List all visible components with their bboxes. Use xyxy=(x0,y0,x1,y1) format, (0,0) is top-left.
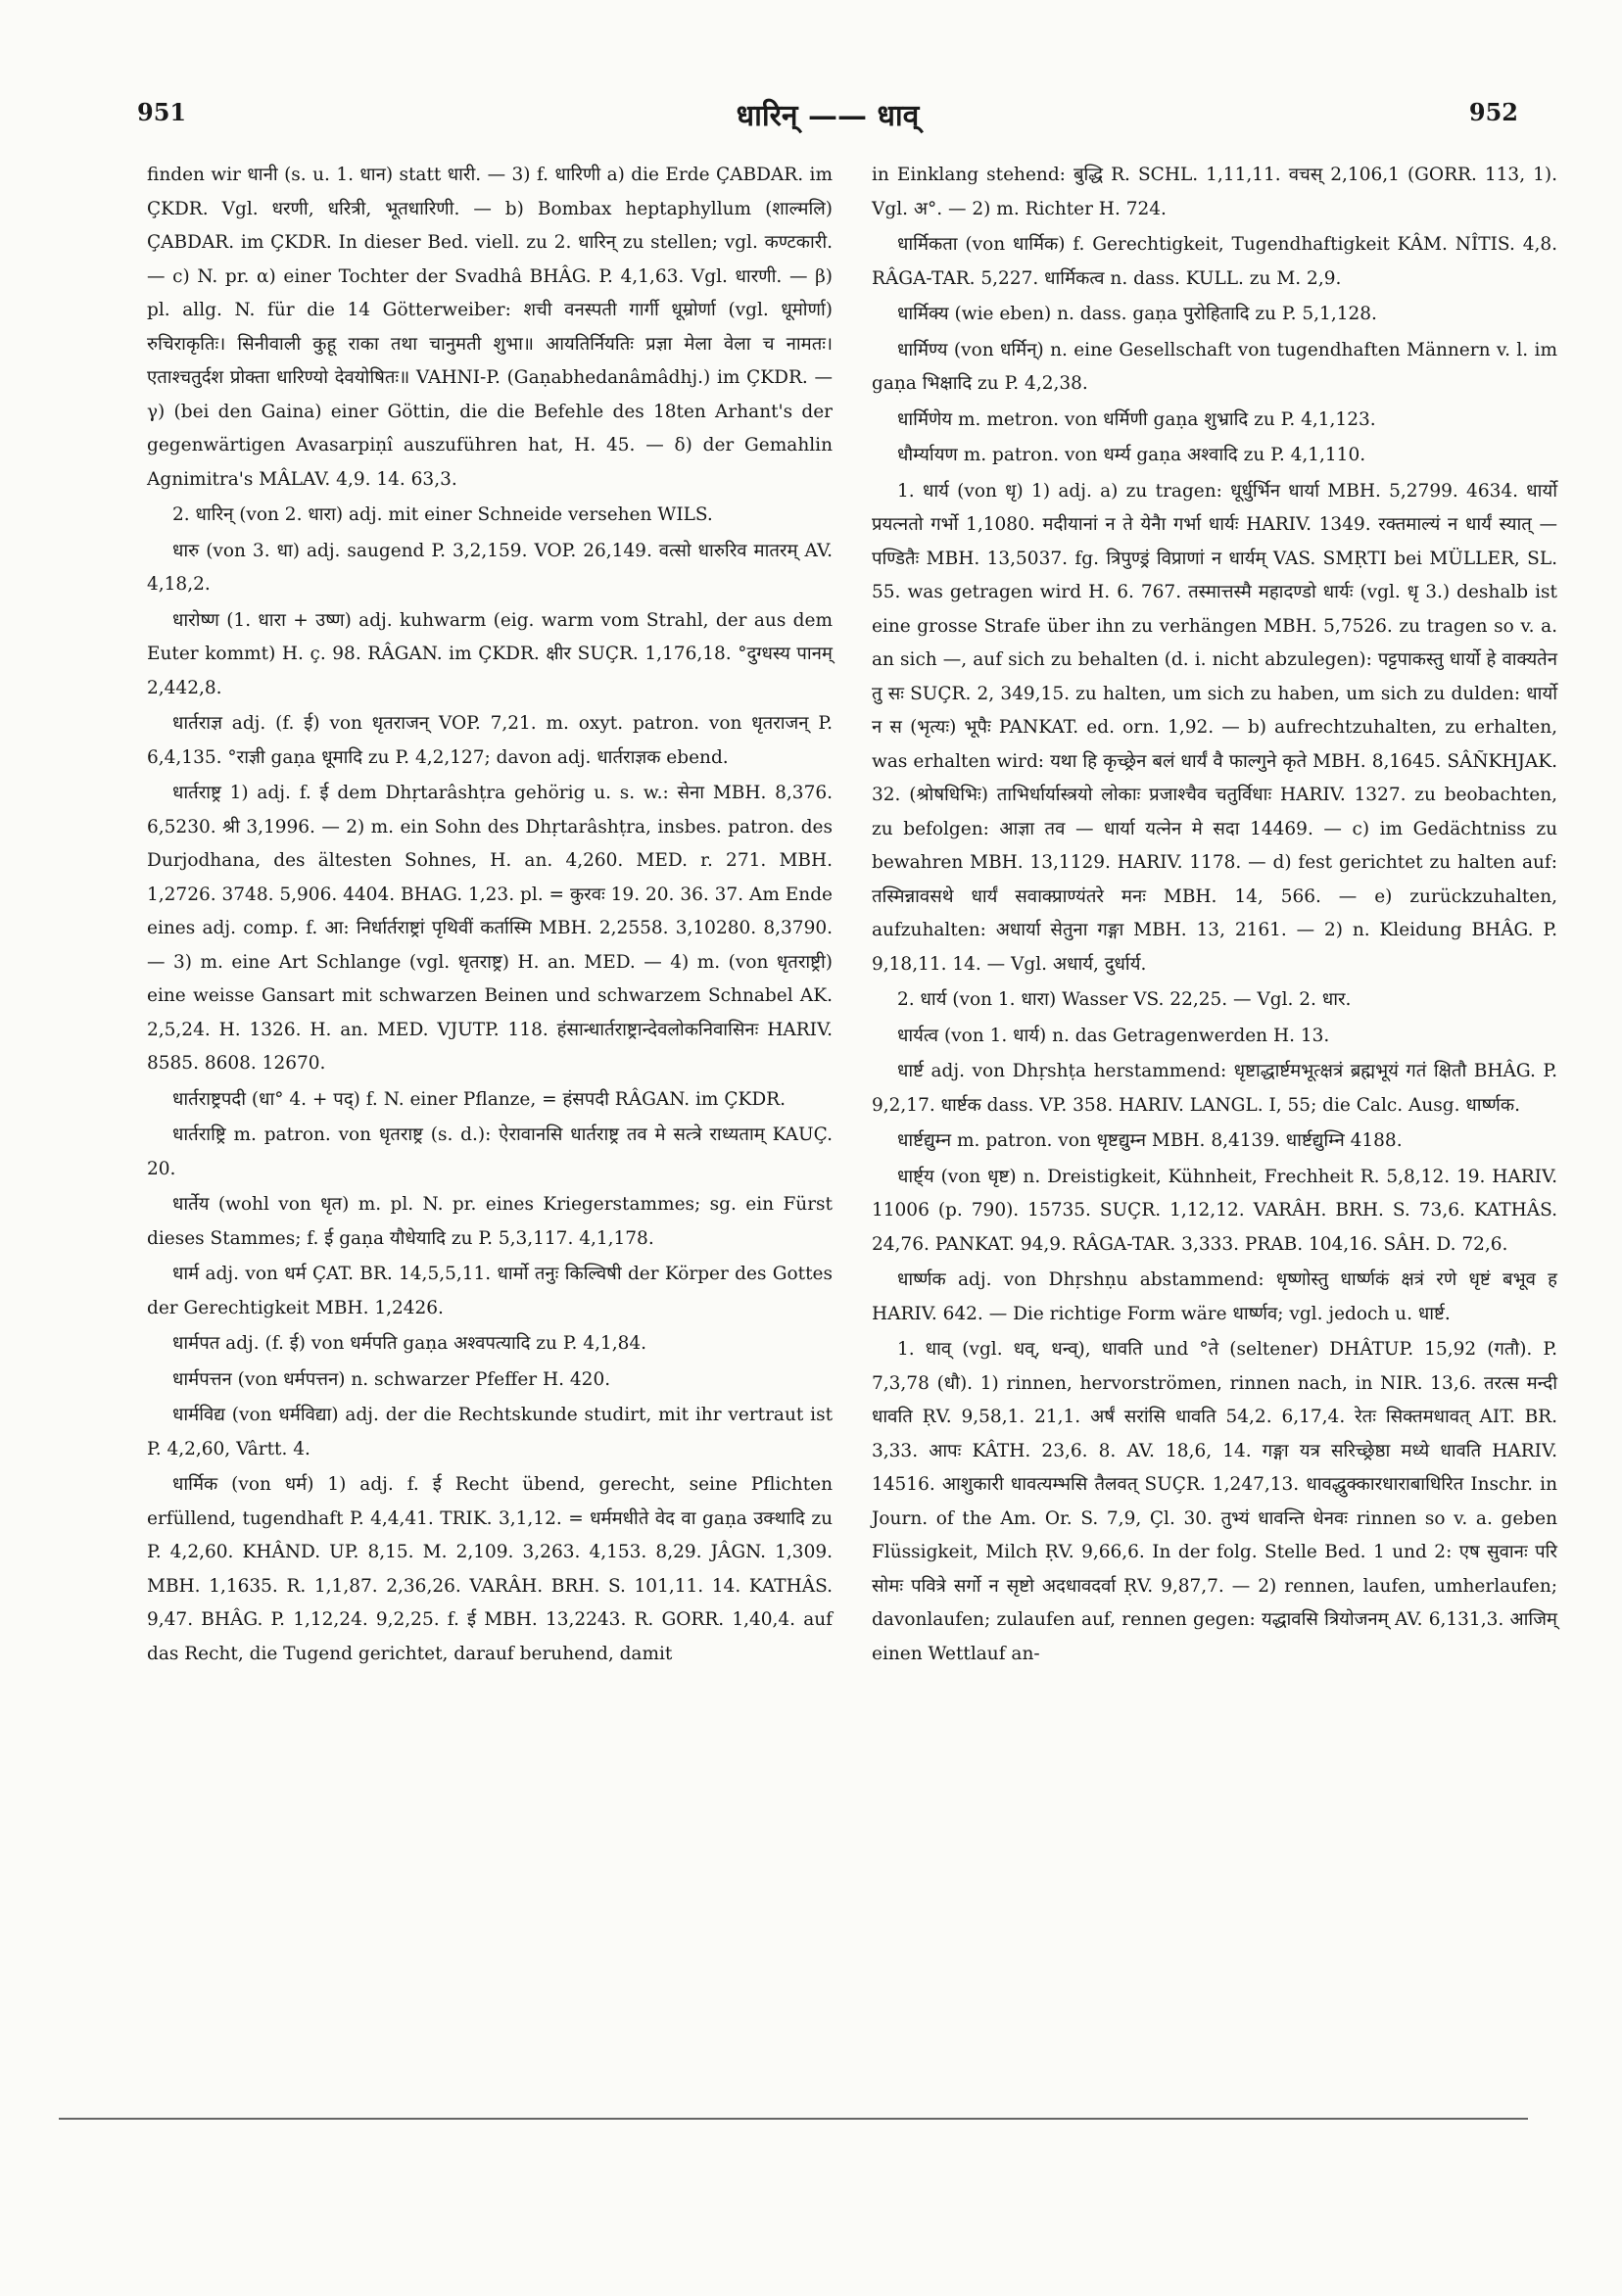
dictionary-entry: धार्मिणेय m. metron. von धर्मिणी gaṇa शुभ्रादि zu P. 4,1,123. xyxy=(897,408,1376,430)
dictionary-entry: धारु (von 3. धा) adj. saugend P. 3,2,159. VOP. 26,149. वत्सो धारुरिव मातरम् AV. 4,18,2. xyxy=(147,540,833,595)
dictionary-entry: धारोष्ण (1. धारा + उष्ण) adj. kuhwarm (eig. warm vom Strahl, der aus dem Euter kommt) H. ç. 98. RÂGAN. im ÇKDR. क्षीर SUÇR. 1,176,18. °दुग्धस्य पानम् 2,442,8. xyxy=(147,609,833,698)
dictionary-entry: धार्मपत्तन (von धर्मपत्तन) n. schwarzer Pfeffer H. 420. xyxy=(172,1368,611,1390)
dictionary-entry: धार्मिण्य (von धर्मिन्) n. eine Gesellschaft von tugendhaften Männern v. l. im gaṇa भिक्षादि zu P. 4,2,38. xyxy=(872,339,1557,394)
page-header xyxy=(137,98,1518,137)
dictionary-entry: धार्तराष्ट्रपदी (धा° 4. + पद्) f. N. einer Pflanze, = हंसपदी RÂGAN. im ÇKDR. xyxy=(172,1088,786,1110)
dictionary-entry: धार्मपत adj. (f. ई) von धर्मपति gaṇa अश्वपत्यादि zu P. 4,1,84. xyxy=(172,1333,647,1354)
dictionary-entry: धार्ष्ट adj. von Dhṛshṭa herstammend: धृष्टाद्धार्ष्टमभूत्क्षत्रं ब्रह्मभूयं गतं क्षितौ BHÂG. P. 9,2,17. धार्ष्टक dass. VP. 358. HARIV. LANGL. I, 55; die Calc. Ausg. धार्ष्णक. xyxy=(872,1061,1557,1116)
dictionary-entry: धार्मिकता (von धार्मिक) f. Gerechtigkeit, Tugendhaftigkeit KÂM. NÎTIS. 4,8. RÂGA-TAR. 5,227. धार्मिकत्व n. dass. KULL. zu M. 2,9. xyxy=(872,234,1557,289)
dictionary-entry: धार्तराष्ट्रि m. patron. von धृतराष्ट्र (s. d.): ऐरावानसि धार्तराष्ट्र तव मे सत्त्रे राध्यताम् KAUÇ. 20. xyxy=(147,1124,833,1179)
dictionary-entry: धार्यत्व (von 1. धार्य) n. das Getragenwerden H. 13. xyxy=(897,1025,1330,1046)
dictionary-entry: 2. धारिन् (von 2. धारा) adj. mit einer Schneide versehen WILS. xyxy=(172,504,713,525)
dictionary-entry: धार्मिक्य (wie eben) n. dass. gaṇa पुरोहितादि zu P. 5,1,128. xyxy=(897,304,1377,324)
dictionary-entry: धार्तराज्ञ adj. (f. ई) von धृतराजन् VOP. 7,21. m. oxyt. patron. von धृतराजन् P. 6,4,135. °राज्ञी gaṇa धूमादि zu P. 4,2,127; davon adj. धार्तराज्ञक ebend. xyxy=(147,713,833,768)
left-column xyxy=(147,159,833,1673)
dictionary-entry: 1. धाव् (vgl. धव्, धन्व्), धावति und °ते (seltener) DHÂTUP. 15,92 (गतौ). P. 7,3,78 (धौ). 1) rinnen, hervorströmen, rinnen nach, in NIR. 13,6. तरत्स मन्दी धावति ṚV. 9,58,1. 21,1. अर्षं सरांसि धावति 54,2. 6,17,4. रेतः सिक्तमधावत् AIT. BR. 3,33. आपः KÂTH. 23,6. 8. AV. 18,6, 14. गङ्गा यत्र सरिच्छ्रेष्ठा मध्ये धावति HARIV. 14516. आशुकारी धावत्यम्भसि तैलवत् SUÇR. 1,247,13. धावद्धुक्कारधाराबाधिरित Inschr. in Journ. of the Am. Or. S. 7,9, Çl. 30. तुभ्यं धावन्ति धेनवः rinnen so v. a. geben Flüssigkeit, Milch ṚV. 9,66,6. In der folg. Stelle Bed. 1 und 2: एष सुवानः परि सोमः पवित्रे सर्गो न सृष्टो अदधावदर्वा ṚV. 9,87,7. — 2) rennen, laufen, umherlaufen; davonlaufen; zulaufen auf, rennen gegen: यद्धावसि त्रियोजनम् AV. 6,131,3. आजिम् einen Wettlauf an- xyxy=(872,1339,1557,1664)
dictionary-entry: 1. धार्य (von धृ) 1) adj. a) zu tragen: धूर्धुर्भिन धार्या MBH. 5,2799. 4634. धार्यो प्रयत्नतो गर्भो 1,1080. मदीयानां न ते येनैा गर्भा धार्यः HARIV. 1349. रक्तमाल्यं न धार्यं स्यात् — पण्डितैः MBH. 13,5037. fg. त्रिपुण्ड्रं विप्राणां न धार्यम् VAS. SMṚTI bei MÜLLER, SL. 55. was getragen wird H. 6. 767. तस्मात्तस्मै महादण्डो धार्यः (vgl. धृ 3.) deshalb ist eine grosse Strafe über ihn zu verhängen MBH. 5,7526. zu tragen so v. a. an sich —, auf sich zu behalten (d. i. nicht abzulegen): पट्टपाकस्तु धार्यो हे वाक्यतेन तु सः SUÇR. 2, 349,15. zu halten, um sich zu haben, um sich zu dulden: धार्यो न स (भृत्यः) भूपैः PANKAT. ed. orn. 1,92. — b) aufrechtzuhalten, zu erhalten, was erhalten wird: यथा हि कृच्छ्रेन बलं धार्यं वै फाल्गुने कृते MBH. 8,1645. SÂÑKHJAK. 32. (श्रोषधिभिः) ताभिर्धार्यास्त्रयो लोकाः प्रजाश्चैव चतुर्विधाः HARIV. 1327. zu beobachten, zu befolgen: आज्ञा तव — धार्या यत्नेन मे सदा 14469. — c) im Gedächtniss zu bewahren MBH. 13,1129. HARIV. 1178. — d) fest gerichtet zu halten auf: तस्मिन्नावसथे धार्यं सवाक्प्राण्यंतरे मनः MBH. 14, 566. — e) zurückzuhalten, aufzuhalten: अधार्या सेतुना गङ्गा MBH. 13, 2161. — 2) n. Kleidung BHÂG. P. 9,18,11. 14. — Vgl. अधार्य, दुर्धार्य. xyxy=(872,480,1557,975)
dictionary-entry: 2. धार्य (von 1. धारा) Wasser VS. 22,25. — Vgl. 2. धार. xyxy=(897,989,1352,1010)
bottom-rule xyxy=(59,2118,1528,2120)
dictionary-entry: finden wir धानी (s. u. 1. धान) statt धारी. — 3) f. धारिणी a) die Erde ÇABDAR. im ÇKDR. Vgl. धरणी, धरित्री, भूतधारिणी. — b) Bombax heptaphyllum (शाल्मलि) ÇABDAR. im ÇKDR. In dieser Bed. viell. zu 2. धारिन् zu stellen; vgl. कण्टकारी. — c) N. pr. α) einer Tochter der Svadhâ BHÂG. P. 4,1,63. Vgl. धारणी. — β) pl. allg. N. für die 14 Götterweiber: शची वनस्पती गार्गी धूम्रोर्णा (vgl. धूमोर्णा) रुचिराकृतिः। सिनीवाली कुहू राका तथा चानुमती शुभा॥ आयतिर्नियतिः प्रज्ञा मेला वेला च नामतः। एताश्चतुर्दश प्रोक्ता धारिण्यो देवयोषितः॥ VAHNI-P. (Gaṇabhedanâmâdhj.) im ÇKDR. — γ) (bei den Gaina) einer Göttin, die die Befehle des 18ten Arhant's der gegenwärtigen Avasarpiṇî auszuführen hat, H. 45. — δ) der Gemahlin Agnimitra's MÂLAV. 4,9. 14. 63,3. xyxy=(147,165,833,490)
dictionary-entry: धार्ष्टद्युम्न m. patron. von धृष्टद्युम्न MBH. 8,4139. धार्ष्टद्युम्नि 4188. xyxy=(897,1130,1403,1151)
dictionary-entry: धार्तराष्ट्र 1) adj. f. ई dem Dhṛtarâshṭra gehörig u. s. w.: सेना MBH. 8,376. 6,5230. श्री 3,1996. — 2) m. ein Sohn des Dhṛtarâshṭra, insbes. patron. des Durjodhana, des ältesten Sohnes, H. an. 4,260. MED. r. 271. MBH. 1,2726. 3748. 5,906. 4404. BHAG. 1,23. pl. = कुरवः 19. 20. 36. 37. Am Ende eines adj. comp. f. आ: निर्धार्तराष्ट्रां पृथिवीं कर्तास्मि MBH. 2,2558. 3,10280. 8,3790. — 3) m. eine Art Schlange (vgl. धृतराष्ट्र) H. an. MED. — 4) m. (von धृतराष्ट्री) eine weisse Gansart mit schwarzen Beinen und schwarzem Schnabel AK. 2,5,24. H. 1326. H. an. MED. VJUTP. 118. हंसान्धार्तराष्ट्रान्देवलोकनिवासिनः HARIV. 8585. 8608. 12670. xyxy=(147,783,833,1074)
right-page-number: 952 xyxy=(1468,98,1518,126)
dictionary-entry: in Einklang stehend: बुद्धि R. SCHL. 1,11,11. वचस् 2,106,1 (GORR. 113, 1). Vgl. अ°. — 2) m. Richter H. 724. xyxy=(872,165,1557,219)
dictionary-entry: धौर्म्यायण m. patron. von धर्म्य gaṇa अश्वादि zu P. 4,1,110. xyxy=(897,445,1366,465)
dictionary-entry: धार्तेय (wohl von धृत) m. pl. N. pr. eines Kriegerstammes; sg. ein Fürst dieses Stammes; f. ई gaṇa यौधेयादि zu P. 5,3,117. 4,1,178. xyxy=(147,1194,833,1249)
running-head: धारिन् —— धाव् xyxy=(736,99,920,133)
dictionary-entry: धार्ष्णक adj. von Dhṛshṇu abstammend: धृष्णोस्तु धार्ष्णकं क्षत्रं रणे धृष्टं बभूव ह HARIV. 642. — Die richtige Form wäre धार्ष्णव; vgl. jedoch u. धार्ष्ट. xyxy=(872,1269,1557,1324)
dictionary-entry: धार्मविद्य (von धर्मविद्या) adj. der die Rechtskunde studirt, mit ihr vertraut ist P. 4,2,60, Vârtt. 4. xyxy=(147,1405,833,1459)
right-column xyxy=(872,159,1557,1673)
left-page-number: 951 xyxy=(137,98,187,126)
dictionary-entry: धार्ष्ट्य (von धृष्ट) n. Dreistigkeit, Kühnheit, Frechheit R. 5,8,12. 19. HARIV. 11006 (p. 790). 15735. SUÇR. 1,12,12. VARÂH. BRH. S. 73,6. KATHÂS. 24,76. PANKAT. 94,9. RÂGA-TAR. 3,333. PRAB. 104,16. SÂH. D. 72,6. xyxy=(872,1166,1557,1255)
dictionary-entry: धार्मिक (von धर्म) 1) adj. f. ई Recht übend, gerecht, seine Pflichten erfüllend, tugendhaft P. 4,4,41. TRIK. 3,1,12. = धर्ममधीते वेद वा gaṇa उक्थादि zu P. 4,2,60. KHÂND. UP. 8,15. M. 2,109. 3,263. 4,153. 8,29. JÂGN. 1,309. MBH. 1,1635. R. 1,1,87. 2,36,26. VARÂH. BRH. S. 101,11. 14. KATHÂS. 9,47. BHÂG. P. 1,12,24. 9,2,25. f. ई MBH. 13,2243. R. GORR. 1,40,4. auf das Recht, die Tugend gerichtet, darauf beruhend, damit xyxy=(147,1474,833,1664)
dictionary-entry: धार्म adj. von धर्म ÇAT. BR. 14,5,5,11. धार्मो तनुः किल्विषी der Körper des Gottes der Gerechtigkeit MBH. 1,2426. xyxy=(147,1264,833,1318)
